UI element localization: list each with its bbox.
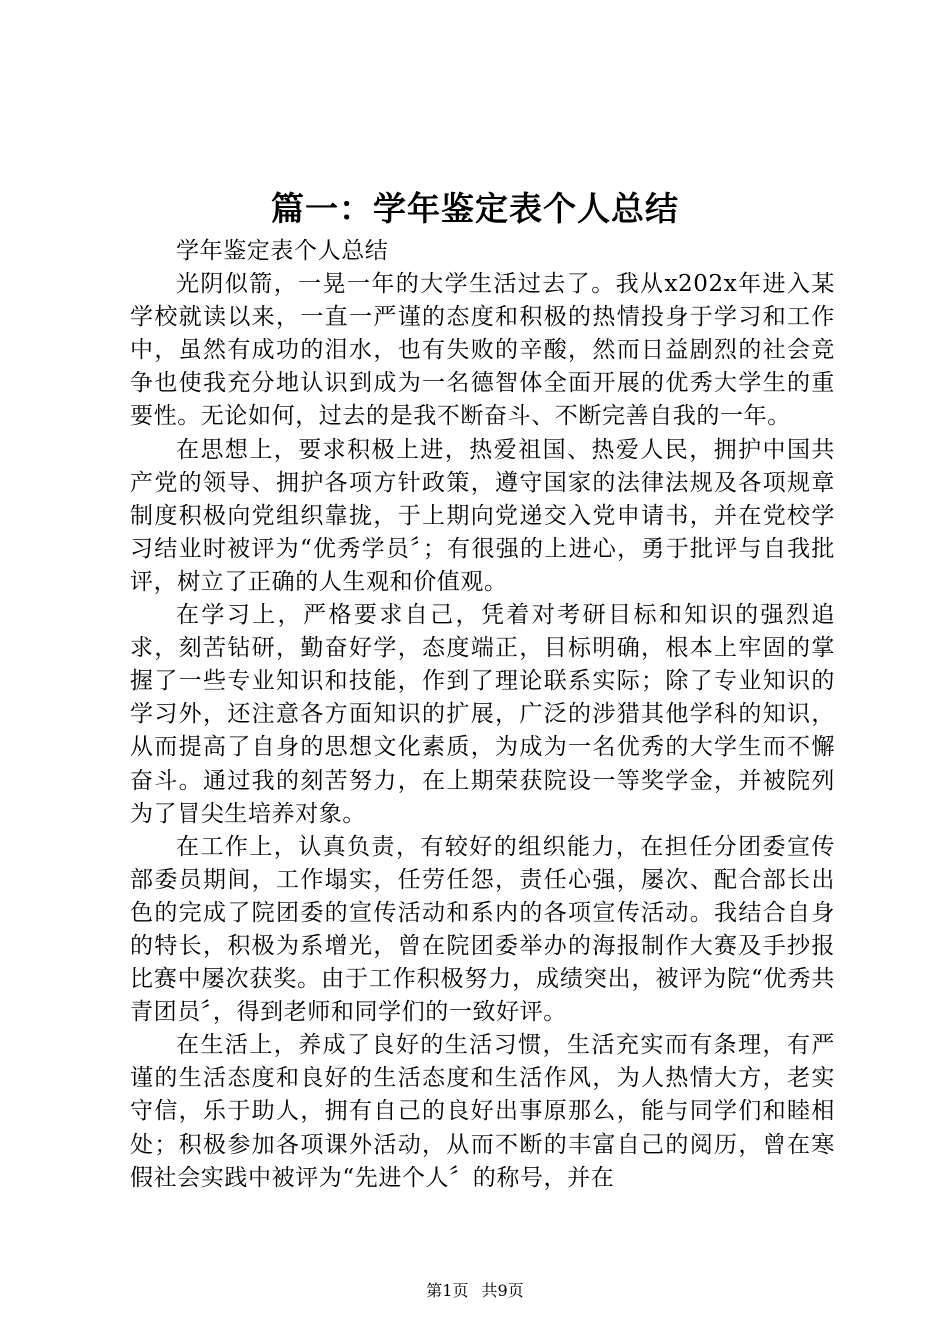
document-subtitle: 学年鉴定表个人总结 xyxy=(176,238,389,264)
document-title: 篇一：学年鉴定表个人总结 xyxy=(271,189,679,228)
paragraph-thought: 在思想上，要求积极上进，热爱祖国、热爱人民，拥护中国共产党的领导、拥护各项方针政策，遵守国家的法律法规及各项规章制度积极向党组织靠拢，于上期向党递交入党申请书，并在党校学习结业时被评为“优秀学员〞；有很强的上进心，勇于批评与自我批评，树立了正确的人生观和价值观。 xyxy=(130,436,835,595)
page-footer xyxy=(0,1280,950,1302)
paragraph-study: 在学习上，严格要求自己，凭着对考研目标和知识的强烈追求，刻苦钻研，勤奋好学，态度端正，目标明确，根本上牢固的掌握了一些专业知识和技能，作到了理论联系实际；除了专业知识的学习外，还注意各方面知识的扩展，广泛的涉猎其他学科的知识，从而提高了自身的思想文化素质，为成为一名优秀的大学生而不懈奋斗。通过我的刻苦努力，在上期荣获院设一等奖学金，并被院列为了冒尖生培养对象。 xyxy=(130,602,835,827)
page-total: 共9页 xyxy=(481,1281,524,1300)
page-number: 第1页 xyxy=(426,1281,469,1300)
paragraph-work: 在工作上，认真负责，有较好的组织能力，在担任分团委宣传部委员期间，工作塌实，任劳任怨，责任心强，屡次、配合部长出色的完成了院团委的宣传活动和系内的各项宣传活动。我结合自身的特长，积极为系增光，曾在院团委举办的海报制作大赛及手抄报比赛中屡次获奖。由于工作积极努力，成绩突出，被评为院“优秀共青团员〞，得到老师和同学们的一致好评。 xyxy=(130,833,835,1026)
paragraph-life: 在生活上，养成了良好的生活习惯，生活充实而有条理，有严谨的生活态度和良好的生活态度和生活作风，为人热情大方，老实守信，乐于助人，拥有自己的良好出事原那么，能与同学们和睦相处；积极参加各项课外活动，从而不断的丰富自己的阅历，曾在寒假社会实践中被评为“先进个人〞的称号，并在 xyxy=(130,1032,835,1191)
paragraph-intro: 光阴似箭，一晃一年的大学生活过去了。我从x202x年进入某学校就读以来，一直一严谨的态度和积极的热情投身于学习和工作中，虽然有成功的泪水，也有失败的辛酸，然而日益剧烈的社会竞争也使我充分地认识到成为一名德智体全面开展的优秀大学生的重要性。无论如何，过去的是我不断奋斗、不断完善自我的一年。 xyxy=(130,271,835,430)
document-body xyxy=(130,235,835,1195)
